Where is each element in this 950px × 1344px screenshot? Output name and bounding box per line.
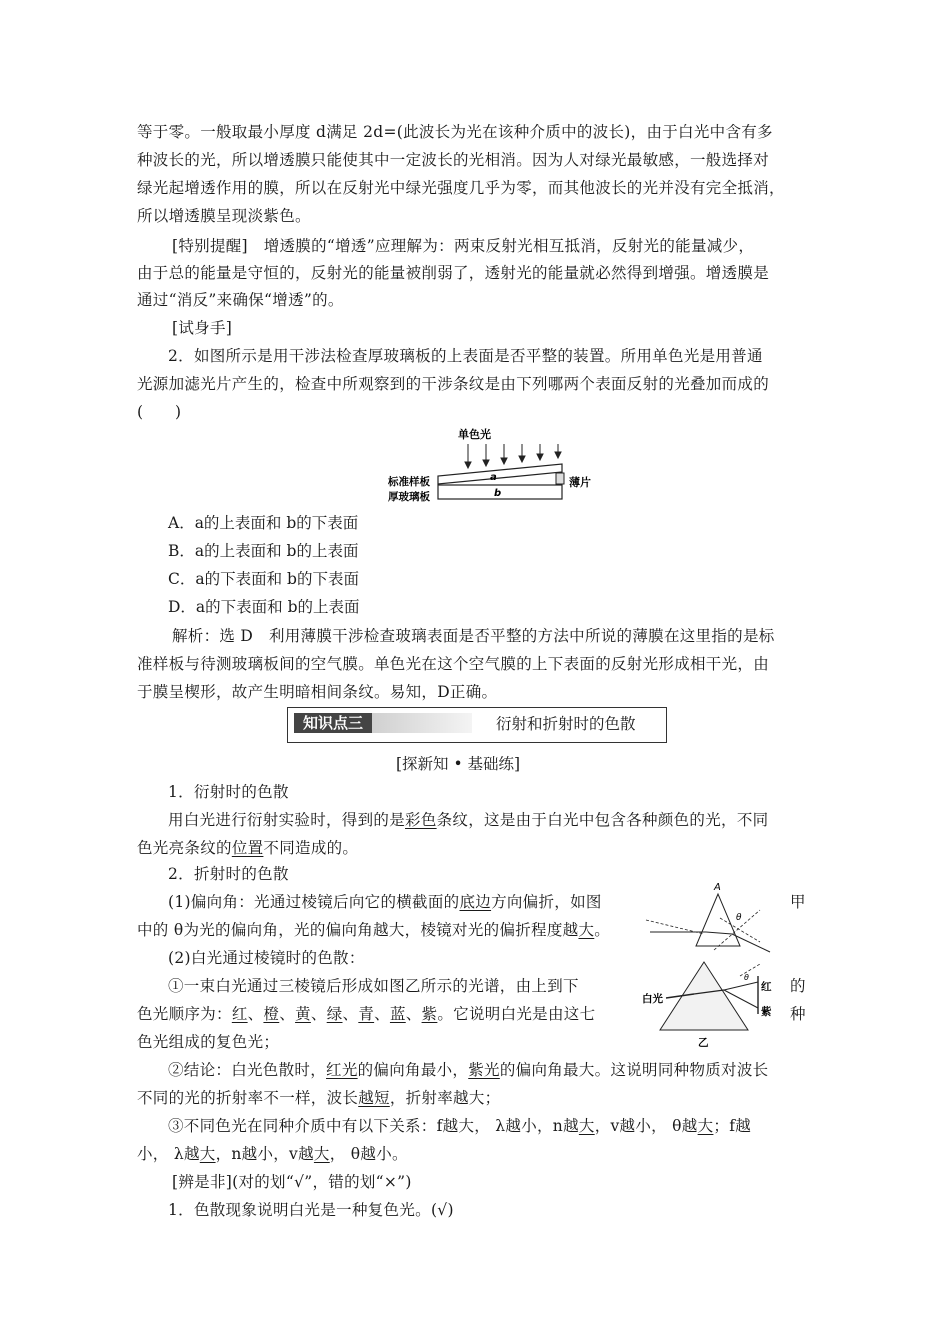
section-line: 色光组成的复色光； [137,1033,280,1051]
section-heading: 1．衍射时的色散 [168,783,289,801]
section-line: ①一束白光通过三棱镜后形成如图乙所示的光谱，由上到下 [168,977,579,995]
interference-figure [386,424,608,506]
analysis-line: 准样板与待测玻璃板间的空气膜。单色光在这个空气膜的上下表面的反射光形成相干光，由 [137,655,770,673]
tip-line: [特别提醒] 增透膜的“增透”应理解为：两束反射光相互抵消，反射光的能量减少， [172,237,755,255]
label-thick: 厚玻璃板 [388,491,430,503]
section-line: 色光顺序为：红、橙、黄、绿、青、蓝、紫。它说明白光是由这七 [137,1005,596,1023]
label-white-light: 白光 [642,993,663,1005]
section-heading: 2．折射时的色散 [168,865,289,883]
conclusion-line: ②结论：白光色散时，红光的偏向角最小，紫光的偏向角最大。这说明同种物质对波长 [168,1061,769,1079]
label-sheet: 薄片 [569,476,591,489]
relation-line: ③不同色光在同种介质中有以下关系：f越大， λ越小，n越大，v越小， θ越大；f越 [168,1117,752,1135]
option-b: B．a的上表面和 b的上表面 [168,542,359,560]
relation-line: 小， λ越大，n越小，v越大， θ越小。 [137,1145,408,1163]
knowledge-tag: 知识点三 [294,713,372,733]
standard-plate [438,464,562,484]
para-line: 等于零。一般取最小厚度 d满足 2d=(此波长为光在该种介质中的波长)，由于白光中含有多 [137,123,773,141]
label-apex-a: A [714,882,721,893]
prism-jia [696,894,740,946]
para-line: 所以增透膜呈现淡紫色。 [137,207,311,225]
thin-sheet [556,473,564,484]
option-a: A．a的上表面和 b的下表面 [168,514,359,532]
question-line: ( ) [137,403,182,421]
label-yi: 乙 [698,1037,709,1048]
tip-line: 通过“消反”来确保“增透”的。 [137,291,344,309]
judge-heading: [辨是非](对的划“√”，错的划“×”) [172,1173,412,1191]
wrap-tail: 甲 [790,893,806,911]
knowledge-point-box [287,707,667,743]
conclusion-line: 不同的光的折射率不一样，波长越短，折射率越大； [137,1089,501,1107]
label-a: a [490,472,497,483]
try-label: [试身手] [172,319,233,337]
label-b: b [494,488,502,499]
label-standard: 标准样板 [388,476,430,488]
para-line: 种波长的光，所以增透膜只能使其中一定波长的光相消。因为人对绿光最敏感，一般选择对 [137,151,770,169]
section-line: (2)白光通过棱镜时的色散： [168,949,365,967]
wrap-tail: 的 [790,977,806,995]
para-line: 绿光起增透作用的膜，所以在反射光中绿光强度几乎为零，而其他波长的光并没有完全抵消， [137,179,785,197]
label-monochromatic: 单色光 [458,428,491,441]
section-line: 色光亮条纹的位置不同造成的。 [137,839,359,857]
question-line: 2．如图所示是用干涉法检查厚玻璃板的上表面是否平整的装置。所用单色光是用普通 [168,347,763,365]
label-theta: θ [736,913,742,923]
question-line: 光源加滤光片产生的，检查中所观察到的干涉条纹是由下列哪两个表面反射的光叠加而成的 [137,375,770,393]
judge-item: 1．色散现象说明白光是一种复色光。(√) [168,1201,454,1219]
section-line: (1)偏向角：光通过棱镜后向它的横截面的底边方向偏折，如图 [168,893,602,911]
option-d: D．a的下表面和 b的上表面 [168,598,360,616]
label-theta-yi: θ [744,973,749,982]
analysis-line: 解析：选 D 利用薄膜干涉检查玻璃表面是否平整的方法中所说的薄膜在这里指的是标 [172,627,775,645]
prism-figure [640,880,790,1048]
section-line: 用白光进行衍射实验时，得到的是彩色条纹，这是由于白光中包含各种颜色的光，不同 [168,811,769,829]
knowledge-tag-shade [372,713,472,733]
option-c: C．a的下表面和 b的下表面 [168,570,359,588]
knowledge-title: 衍射和折射时的色散 [496,715,636,733]
section-line: 中的 θ为光的偏向角，光的偏向角越大，棱镜对光的偏折程度越大。 [137,921,611,939]
knowledge-subtitle: [探新知 • 基础练] [396,755,521,773]
tip-line: 由于总的能量是守恒的，反射光的能量被削弱了，透射光的能量就必然得到增强。增透膜是 [137,264,770,282]
label-red: 红 [761,981,772,993]
label-purple: 紫 [761,1006,772,1018]
analysis-line: 于膜呈楔形，故产生明暗相间条纹。易知，D正确。 [137,683,498,701]
wrap-tail: 种 [790,1005,806,1023]
